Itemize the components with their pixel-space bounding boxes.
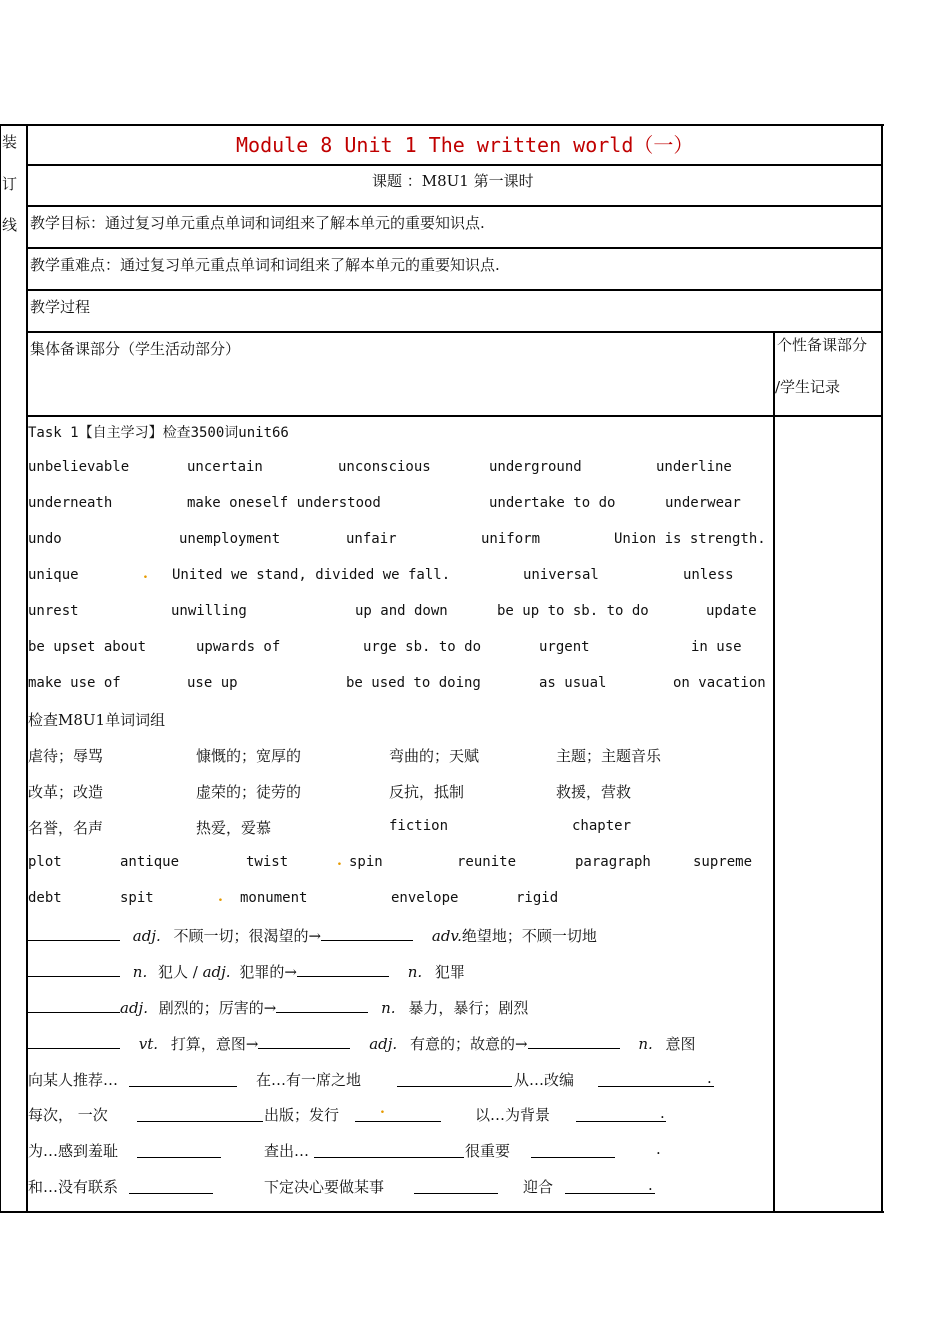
vocab-word: be up to sb. to do <box>497 603 649 619</box>
vocab-word: in use <box>691 639 742 655</box>
vocab-word: on vacation <box>673 675 766 691</box>
vocab-word: unemployment <box>179 531 281 547</box>
answer-blank[interactable] <box>28 1034 120 1049</box>
cn-word: 救援，营救 <box>556 783 632 801</box>
pos-row <box>28 1033 696 1054</box>
answer-blank[interactable] <box>129 1072 237 1087</box>
vocab-word: uncertain <box>187 459 263 475</box>
vocab-word: urgent <box>539 639 590 655</box>
pos-meaning: 不顾一切；很渴望的→ <box>173 927 322 945</box>
pos-label: n. <box>407 963 423 981</box>
answer-blank[interactable] <box>28 998 120 1013</box>
pos-label: n. <box>132 963 148 981</box>
vocab-word: unfair <box>346 531 397 547</box>
en-word: twist <box>246 854 289 870</box>
pos-label: adj. <box>202 963 231 981</box>
phrase-item: 为…感到羞耻 <box>28 1142 119 1160</box>
phrase-item: 很重要 <box>465 1142 511 1160</box>
page-title: Module 8 Unit 1 The written world（一） <box>236 133 694 157</box>
en-word: paragraph <box>575 854 651 870</box>
answer-blank[interactable] <box>258 1034 350 1049</box>
en-word: plot <box>28 854 62 870</box>
vocab-word: underneath <box>28 495 113 511</box>
answer-blank[interactable] <box>576 1107 666 1122</box>
vocab-word: make oneself understood <box>187 495 381 511</box>
answer-blank[interactable] <box>321 926 413 941</box>
task-title-text: Task 1【自主学习】检查3500词unit66 <box>28 425 289 441</box>
vocab-word: as usual <box>539 675 607 691</box>
mark-dot: . <box>143 566 148 582</box>
pos-meaning: 犯罪 <box>434 963 465 981</box>
phrase-item: 出版；发行 <box>264 1106 340 1124</box>
cn-word: 改革；改造 <box>28 783 104 801</box>
en-word: antique <box>120 854 180 870</box>
binding-margin-2: 订 <box>2 175 18 193</box>
answer-blank[interactable] <box>397 1072 512 1087</box>
teaching-objective: 教学目标：通过复习单元重点单词和词组来了解本单元的重要知识点. <box>30 214 485 232</box>
vocab-word: undertake to do <box>489 495 616 511</box>
vocab-word: uniform <box>481 531 541 547</box>
side-header-2: /学生记录 <box>775 378 841 396</box>
en-word: supreme <box>693 854 753 870</box>
teaching-process: 教学过程 <box>30 298 91 316</box>
phrase-end: . <box>656 1140 661 1158</box>
vocab-word: use up <box>187 675 238 691</box>
pos-label: n. <box>638 1035 653 1053</box>
pos-label: n. <box>381 999 396 1017</box>
pos-row <box>28 925 597 946</box>
phrase-item: 每次， 一次 <box>28 1106 108 1124</box>
cn-word: fiction <box>389 818 449 834</box>
phrase-item: 在…有一席之地 <box>256 1071 362 1089</box>
vocab-word: up and down <box>355 603 448 619</box>
teaching-difficulty: 教学重难点：通过复习单元重点单词和词组来了解本单元的重要知识点. <box>30 256 500 274</box>
vocab-word: universal <box>523 567 599 583</box>
phrase-end: . <box>660 1104 665 1122</box>
vocab-word: unconscious <box>338 459 431 475</box>
cn-word: 弯曲的；天赋 <box>389 747 480 765</box>
phrase-item: 向某人推荐… <box>28 1071 119 1089</box>
vocab-word: Union is strength. <box>614 531 766 547</box>
vocab-word: update <box>706 603 757 619</box>
cn-word: 名誉，名声 <box>28 819 104 837</box>
cn-word: 主题；主题音乐 <box>556 747 662 765</box>
pos-label: adv. <box>431 927 462 945</box>
phrase-item: 和…没有联系 <box>28 1178 119 1196</box>
cn-word: chapter <box>572 818 632 834</box>
answer-blank[interactable] <box>531 1143 615 1158</box>
vocab-word: unless <box>683 567 734 583</box>
vocab-word: upwards of <box>196 639 281 655</box>
mark-dot: . <box>218 889 223 905</box>
vocab-word: underwear <box>665 495 741 511</box>
vocab-word: unwilling <box>171 603 247 619</box>
cn-word: 虐待；辱骂 <box>28 747 104 765</box>
phrase-item: 以…为背景 <box>475 1106 551 1124</box>
pos-meaning: 犯人 / <box>158 963 203 981</box>
en-word: envelope <box>391 890 459 906</box>
vocab-word: be upset about <box>28 639 147 655</box>
cn-word: 慷慨的；宽厚的 <box>196 747 302 765</box>
mark-dot: . <box>380 1101 385 1117</box>
pos-row <box>28 997 528 1018</box>
task-title <box>28 422 289 442</box>
answer-blank[interactable] <box>297 962 389 977</box>
answer-blank[interactable] <box>137 1143 221 1158</box>
en-word: spit <box>120 890 154 906</box>
answer-blank[interactable] <box>528 1034 620 1049</box>
answer-blank[interactable] <box>129 1179 213 1194</box>
pos-label: vt. <box>138 1035 159 1053</box>
vocab-word: United we stand, divided we fall. <box>172 567 451 583</box>
binding-margin-3: 线 <box>2 216 18 234</box>
phrase-end: . <box>707 1069 712 1087</box>
phrase-item: 下定决心要做某事 <box>264 1178 385 1196</box>
mark-dot: . <box>337 853 342 869</box>
check-title: 检查M8U1单词词组 <box>28 711 166 729</box>
group-prep-header: 集体备课部分（学生活动部分） <box>30 340 241 358</box>
cn-word: 热爱，爱慕 <box>196 819 272 837</box>
cn-word: 反抗，抵制 <box>389 783 465 801</box>
pos-label: adj. <box>369 1035 398 1053</box>
vocab-word: be used to doing <box>346 675 481 691</box>
vocab-word: make use of <box>28 675 121 691</box>
answer-blank[interactable] <box>137 1107 263 1122</box>
vocab-word: underground <box>489 459 582 475</box>
pos-meaning: 剧烈的；厉害的→ <box>158 999 277 1017</box>
answer-blank[interactable] <box>28 962 120 977</box>
pos-meaning: 有意的；故意的→ <box>409 1035 528 1053</box>
pos-meaning: 暴力，暴行；剧烈 <box>408 999 529 1017</box>
en-word: spin <box>349 854 383 870</box>
pos-meaning: 打算，意图→ <box>170 1035 259 1053</box>
vocab-word: unrest <box>28 603 79 619</box>
en-word: rigid <box>516 890 559 906</box>
cn-word: 虚荣的；徒劳的 <box>196 783 302 801</box>
answer-blank[interactable] <box>598 1072 714 1087</box>
side-header-1: 个性备课部分 <box>777 336 868 354</box>
pos-meaning: 意图 <box>665 1035 696 1053</box>
answer-blank[interactable] <box>414 1179 498 1194</box>
binding-margin-1: 装 <box>2 133 18 151</box>
answer-blank[interactable] <box>28 926 120 941</box>
pos-meaning: 犯罪的→ <box>239 963 297 981</box>
pos-row <box>28 961 465 982</box>
phrase-item: 查出… <box>264 1142 310 1160</box>
phrase-item: 从…改编 <box>514 1071 575 1089</box>
phrase-item: 迎合 <box>523 1178 554 1196</box>
vocab-word: unique <box>28 567 79 583</box>
en-word: debt <box>28 890 62 906</box>
answer-blank[interactable] <box>276 998 368 1013</box>
pos-label: adj. <box>132 927 161 945</box>
pos-label: adj. <box>120 999 148 1017</box>
vocab-word: urge sb. to do <box>363 639 482 655</box>
phrase-end: . <box>648 1176 653 1194</box>
answer-blank[interactable] <box>355 1107 441 1122</box>
vocab-word: undo <box>28 531 62 547</box>
vocab-word: unbelievable <box>28 459 130 475</box>
en-word: reunite <box>457 854 517 870</box>
answer-blank[interactable] <box>314 1143 464 1158</box>
vocab-word: underline <box>656 459 732 475</box>
answer-blank[interactable] <box>565 1179 655 1194</box>
pos-meaning: 绝望地；不顾一切地 <box>461 927 597 945</box>
en-word: monument <box>240 890 308 906</box>
lesson-subtitle: 课题 ：M8U1 第一课时 <box>372 172 534 190</box>
